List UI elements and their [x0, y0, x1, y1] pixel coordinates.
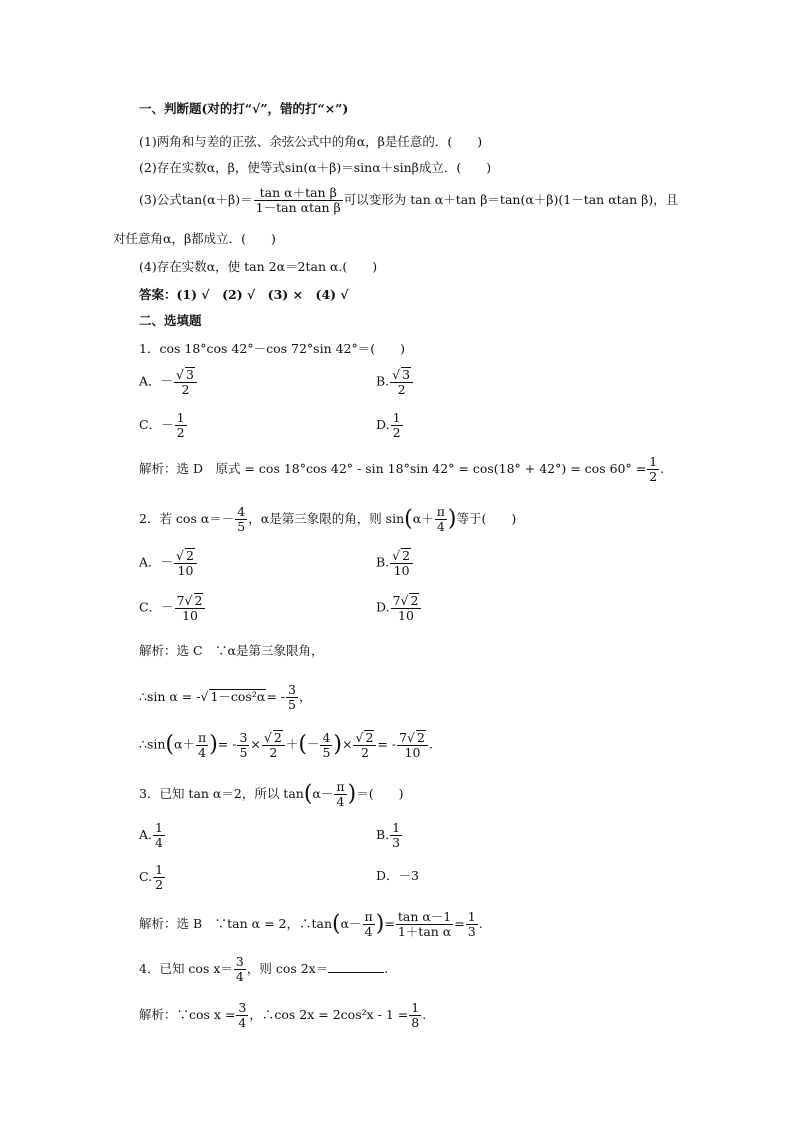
p3-a-label: A.: [139, 827, 153, 842]
judge-q4: (4)存在实数α，使 tan 2α＝2tan α.( ): [139, 259, 378, 274]
p2-b-frac: $\frac{√ 2}{10}$: [390, 548, 413, 578]
p4-sol-num: 3: [238, 1000, 247, 1015]
p4-sol-frac2: [409, 1001, 421, 1030]
p2-q-pre: 2．若 cos α＝－: [139, 511, 235, 526]
p2-s2-rad: 1－cos²α: [210, 689, 266, 704]
p3-b-den: 3: [392, 835, 401, 850]
p2-c-den: 10: [182, 608, 198, 623]
p2-s3-r: 2: [273, 730, 282, 745]
p1-option-b: [376, 367, 414, 397]
p1-sol-den: 2: [649, 469, 658, 484]
p2-question: 2．若 cos α＝－ $\frac{4}{5}$ ，α是第三象限的角，则 sin(α＋ $\frac{\pi}{4}$ )等于( ): [139, 504, 517, 534]
p3-c-den: 2: [155, 877, 164, 892]
p2-s3-times-1: ×: [250, 736, 261, 752]
p2-s3-frac3: [320, 731, 332, 760]
p3-sol-pi: π: [364, 909, 373, 924]
p2-option-b: [376, 548, 414, 578]
p2-q-num: 4: [237, 504, 246, 519]
p2-c-coef: 7: [176, 593, 185, 608]
p4-q-den: 4: [235, 969, 244, 984]
section1-heading: 一、判断题(对的打“√”，错的打“×”): [139, 101, 349, 116]
q3-post: 可以变形为 tan α＋tan β＝tan(α＋β)(1－tan αtan β)，且: [343, 192, 679, 207]
p1-c-frac: [175, 411, 187, 440]
p1-b-label: B.: [376, 373, 390, 389]
p2-q-pi: π: [436, 504, 445, 519]
judge-answer: 答案：(1) √ (2) √ (3) × (4) √: [139, 287, 349, 302]
judge-q3-cont: 对任意角α，β都成立．( ): [113, 231, 276, 246]
p4-sol-frac: [236, 1001, 248, 1030]
p2-q-den: 5: [237, 519, 246, 534]
p2-b-num: 2: [402, 548, 411, 563]
p3-q-inner: α－: [312, 786, 334, 801]
p3-sol-d: 3: [467, 924, 476, 939]
p1-sol-end: .: [660, 461, 665, 476]
p3-c-label: C.: [139, 869, 153, 884]
p1-a-den: 2: [181, 382, 190, 397]
p2-solution-1: 解析：选 C ∵α是第三象限角，: [139, 643, 324, 658]
p1-c-den: 2: [176, 425, 185, 440]
p2-q-inner: α＋: [412, 511, 434, 526]
p2-solution-2: ∴sin α = -√ 1－cos²α= - $\frac{3}{5}$ ，: [139, 682, 312, 712]
p4-answer-blank[interactable]: [328, 960, 384, 973]
p2-s3-n2: 4: [322, 729, 331, 745]
p2-s3-plus: ＋: [285, 736, 299, 752]
p3-sol-num: tan α－1: [397, 909, 452, 924]
p1-a-label: A．－: [139, 373, 174, 389]
p2-s3-two2: 2: [360, 745, 369, 760]
p4-sol-den: 4: [238, 1015, 247, 1030]
p4-solution: [139, 1001, 426, 1030]
p3-a-den: 4: [155, 835, 163, 850]
p2-q-pi-frac: [435, 505, 447, 534]
p2-b-label: B.: [376, 554, 390, 570]
p2-solution-3: ∴sin(α＋ $\frac{\pi}{4}$ )= - $\frac{3}{5}$ × $\frac{√ 2}{2}$ ＋(－ $\frac{4}{5}$ )× $\frac{√ 2}{2}$ = - $\frac{7√ 2}{10}$ .: [139, 729, 433, 760]
p2-s3-r3: 2: [416, 730, 425, 745]
p2-s3-two: 2: [269, 745, 278, 760]
p3-sol-eq: =: [384, 916, 395, 931]
p3-sol-n: 1: [467, 909, 476, 924]
p3-option-b: [376, 821, 403, 850]
p2-d-den: 10: [398, 608, 414, 623]
p4-sol-end: .: [422, 1007, 427, 1022]
p2-s2-frac: [286, 683, 298, 712]
p2-s3-pi: π: [197, 729, 207, 745]
p2-d-frac: $\frac{7√ 2}{10}$: [391, 593, 422, 623]
p3-a-num: 1: [155, 820, 163, 835]
p2-s3-minus: －: [306, 736, 320, 752]
judge-q2: (2)存在实数α，β，使等式sin(α＋β)＝sinα＋sinβ成立．( ): [139, 160, 492, 175]
p4-q-frac: [234, 955, 246, 984]
p1-a-frac: $\frac{√ 3}{2}$: [174, 367, 197, 397]
p3-option-a: [139, 821, 166, 850]
p1-sol-frac: [647, 455, 659, 484]
p2-s2-den: 5: [287, 697, 296, 712]
p2-s3-four: 4: [198, 744, 207, 760]
p3-sol-frac: [396, 910, 453, 939]
p3-b-frac: [390, 821, 402, 850]
p1-a-num: 3: [186, 367, 194, 382]
p2-a-label: A．－: [139, 554, 174, 570]
p2-s3-d2: 5: [322, 744, 331, 760]
p4-question: [139, 955, 388, 984]
section2-heading: 二、选填题: [139, 313, 202, 328]
p2-q-post: 等于( ): [456, 511, 517, 526]
p2-b-den: 10: [393, 563, 410, 578]
p2-s3-eq: = -: [377, 736, 397, 752]
p1-option-a: [139, 367, 198, 397]
p2-d-label: D.: [376, 599, 390, 615]
p4-q-num: 3: [235, 954, 244, 969]
p1-c-label: C．－: [139, 417, 174, 432]
p3-question: 3．已知 tan α＝2，所以 tan(α－ $\frac{\pi}{4}$ )＝( ): [139, 779, 404, 809]
p2-s3-frac5: $\frac{7√ 2}{10}$: [397, 730, 428, 760]
p3-q-pi-frac: [334, 780, 346, 809]
p2-s3-frac2: $\frac{√ 2}{2}$: [262, 730, 285, 760]
q3-fraction: [254, 186, 343, 215]
p4-sol-mid: ，∴cos 2x = 2cos²x - 1 =: [249, 1007, 409, 1022]
p3-sol-eq2: =: [454, 916, 465, 931]
p2-q-four: 4: [436, 519, 445, 534]
p3-c-num: 1: [155, 862, 164, 877]
p3-b-num: 1: [392, 820, 401, 835]
p3-q-post: ＝( ): [356, 786, 404, 801]
judge-q1: (1)两角和与差的正弦、余弦公式中的角α，β是任意的．( ): [139, 134, 483, 149]
p2-s3-n1: 3: [239, 729, 248, 745]
p4-sol-n: 1: [411, 1000, 420, 1015]
p2-s3-ten: 10: [404, 745, 421, 760]
p2-s3-frac4: $\frac{√ 2}{2}$: [353, 730, 376, 760]
p4-sol-d: 8: [411, 1015, 420, 1030]
p3-solution: 解析：选 B ∵tan α = 2，∴tan(α－ $\frac{\pi}{4}$ )= $\frac{\text{tan α－1}}{\text{1＋tan α}}$ = $\frac{1}{3}$ .: [139, 909, 483, 939]
p2-option-c: [139, 593, 206, 623]
q3-den: 1－tan αtan β: [255, 200, 341, 215]
p2-c-label: C．－: [139, 599, 174, 615]
p1-option-d: [376, 411, 404, 440]
p2-s2-end: ，: [298, 689, 312, 704]
p2-s3-r2: 2: [365, 730, 374, 745]
p3-c-frac: [153, 863, 165, 892]
p1-b-den: 2: [397, 382, 406, 397]
p3-sol-den: 1＋tan α: [397, 924, 452, 939]
p2-s3-times-2: ×: [341, 736, 353, 752]
p3-sol-four: 4: [364, 924, 373, 939]
p2-s2-mid: = -: [266, 689, 285, 704]
p2-s3-d1: 5: [239, 744, 248, 760]
p3-q-four: 4: [336, 794, 345, 809]
p2-a-frac: $\frac{√ 2}{10}$: [174, 548, 197, 578]
p4-sol-pre: 解析：∵cos x =: [139, 1007, 236, 1022]
p2-s3-inner: α＋: [174, 736, 195, 752]
p4-q-end: .: [384, 961, 389, 976]
p2-option-a: [139, 548, 198, 578]
p2-s3-pre: ∴sin: [139, 736, 166, 752]
p1-b-num: 3: [402, 367, 411, 382]
p2-d-coef: 7: [392, 593, 401, 608]
p1-sol-text: 解析：选 D 原式 = cos 18°cos 42° - sin 18°sin 42° = cos(18° + 42°) = cos 60° =: [139, 461, 647, 476]
p1-b-frac: $\frac{√ 3}{2}$: [390, 367, 413, 397]
p3-a-frac: [153, 821, 165, 850]
p2-option-d: [376, 593, 422, 623]
p3-sol-inner: α－: [340, 916, 362, 931]
p4-q-pre: 4．已知 cos x＝: [139, 961, 233, 976]
p2-a-den: 10: [177, 563, 194, 578]
p1-d-den: 2: [392, 425, 401, 440]
p1-d-num: 1: [392, 410, 401, 425]
p3-q-pre: 3．已知 tan α＝2，所以 tan: [139, 786, 304, 801]
p2-s3-frac1: [237, 731, 249, 760]
p2-c-num: 2: [194, 593, 203, 608]
p2-d-num: 2: [410, 593, 419, 608]
p3-sol-pi-frac: [363, 910, 375, 939]
p2-s2-num: 3: [287, 682, 296, 697]
p3-option-c: [139, 863, 166, 892]
p3-b-label: B.: [376, 827, 390, 842]
p2-s3-end: .: [428, 736, 433, 752]
q3-num: tan α＋tan β: [254, 186, 343, 201]
p1-d-frac: [391, 411, 403, 440]
p4-q-post: ，则 cos 2x＝: [246, 961, 329, 976]
judge-q3: [139, 186, 678, 215]
p2-s3-coef: 7: [399, 730, 408, 745]
p3-sol-end: .: [478, 916, 483, 931]
p1-d-label: D.: [376, 417, 390, 432]
p2-s3-a: = -: [217, 736, 237, 752]
p1-sol-num: 1: [649, 454, 658, 469]
p1-question: 1．cos 18°cos 42°－cos 72°sin 42°＝( ): [139, 341, 406, 356]
p1-option-c: [139, 411, 188, 440]
p1-c-num: 1: [176, 410, 185, 425]
p2-q-frac: [235, 505, 247, 534]
p2-q-mid: ，α是第三象限的角，则 sin: [248, 511, 405, 526]
p2-s3-pi-frac: [196, 731, 208, 760]
p3-option-d: D．－3: [376, 868, 419, 883]
p2-c-frac: $\frac{7√ 2}{10}$: [175, 593, 206, 623]
p3-sol-pre: 解析：选 B ∵tan α = 2，∴tan: [139, 916, 332, 931]
p2-a-num: 2: [186, 548, 194, 563]
p3-sol-frac2: [466, 910, 478, 939]
p3-q-pi: π: [336, 779, 345, 794]
q3-pre: (3)公式tan(α＋β)＝: [139, 192, 253, 207]
p2-s2-pre: ∴sin α = -: [139, 689, 201, 704]
p1-solution: [139, 455, 664, 484]
